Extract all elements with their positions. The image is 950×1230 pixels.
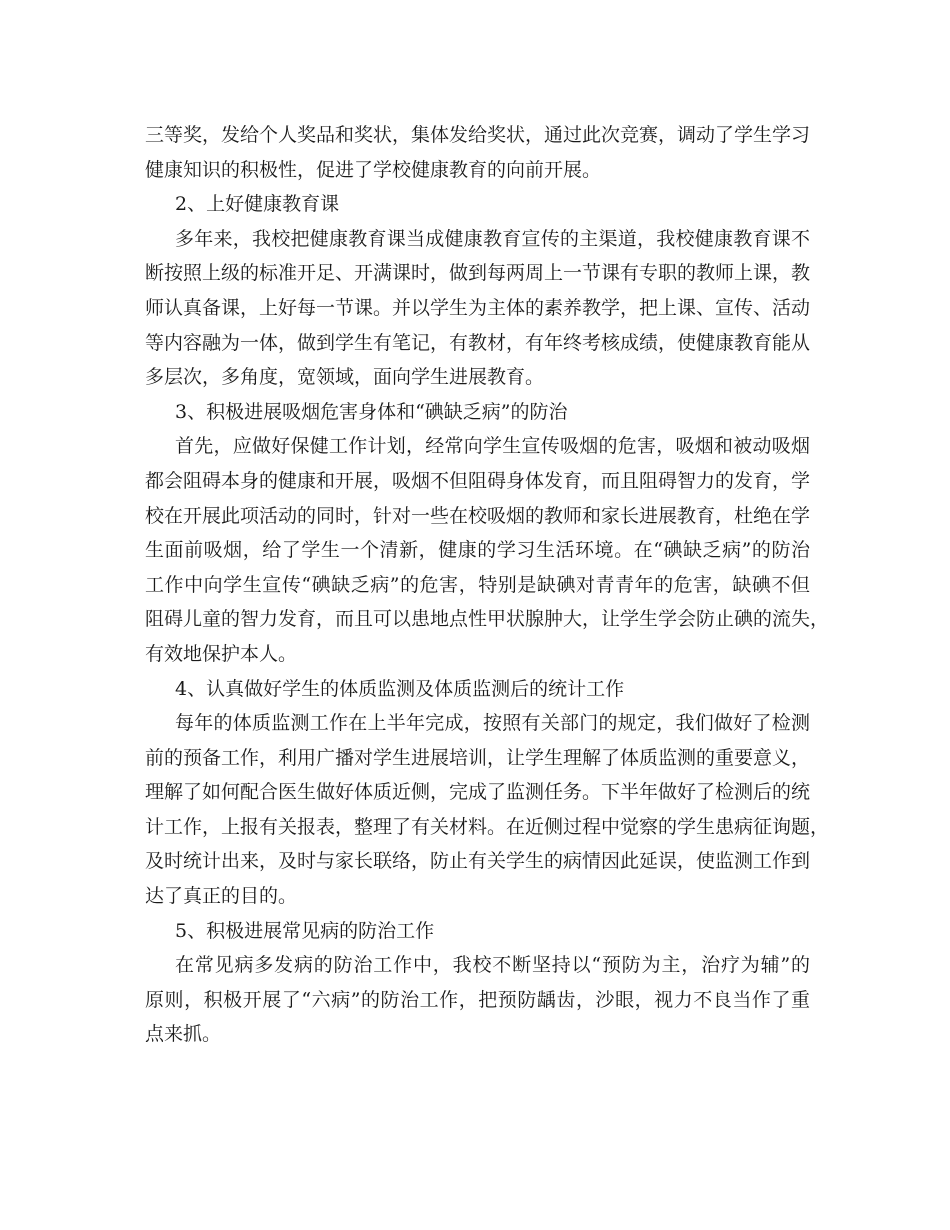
paragraph-line: 师认真备课，上好每一节课。并以学生为主体的素养教学，把上课、宣传、活动	[145, 296, 811, 319]
paragraph-line: 都会阻碍本身的健康和开展，吸烟不但阻碍身体发育，而且阻碍智力的发育，学	[145, 469, 811, 492]
paragraph-line: 计工作，上报有关报表，整理了有关材料。在近侧过程中觉察的学生患病征询题，	[145, 815, 830, 838]
paragraph-line: 健康知识的积极性，促进了学校健康教育的向前开展。	[145, 158, 602, 181]
paragraph-line: 首先，应做好保健工作计划，经常向学生宣传吸烟的危害，吸烟和被动吸烟	[175, 435, 810, 458]
paragraph-line: 理解了如何配合医生做好体质近侧，完成了监测任务。下半年做好了检测后的统	[145, 781, 811, 804]
paragraph-line: 原则，积极开展了“六病”的防治工作，把预防龋齿，沙眼，视力不良当作了重	[145, 988, 810, 1011]
paragraph-line: 三等奖，发给个人奖品和奖状，集体发给奖状，通过此次竞赛，调动了学生学习	[145, 124, 811, 146]
paragraph-line: 及时统计出来，及时与家长联络，防止有关学生的病情因此延误，使监测工作到	[145, 850, 811, 873]
section-heading: 5、积极进展常见病的防治工作	[175, 919, 435, 942]
paragraph-line: 前的预备工作，利用广播对学生进展培训，让学生理解了体质监测的重要意义，	[145, 746, 811, 769]
paragraph-line: 点来抓。	[145, 1023, 222, 1046]
section-heading: 3、积极进展吸烟危害身体和“碘缺乏病”的防治	[175, 400, 568, 423]
paragraph-line: 多年来，我校把健康教育课当成健康教育宣传的主渠道，我校健康教育课不	[175, 227, 810, 250]
paragraph-line: 生面前吸烟，给了学生一个清新，健康的学习生活环境。在“碘缺乏病”的防治	[145, 539, 810, 562]
paragraph-line: 有效地保护本人。	[145, 642, 298, 665]
paragraph-line: 校在开展此项活动的同时，针对一些在校吸烟的教师和家长进展教育，杜绝在学	[145, 504, 811, 527]
paragraph-line: 达了真正的目的。	[145, 885, 298, 908]
document-body	[145, 118, 830, 1052]
paragraph-line: 断按照上级的标准开足、开满课时，做到每两周上一节课有专职的教师上课，教	[145, 262, 811, 285]
paragraph-line: 工作中向学生宣传“碘缺乏病”的危害，特别是缺碘对青青年的危害，缺碘不但	[145, 573, 810, 596]
section-heading: 4、认真做好学生的体质监测及体质监测后的统计工作	[175, 677, 625, 700]
section-heading: 2、上好健康教育课	[175, 193, 340, 216]
paragraph-line: 多层次，多角度，宽领域，面向学生进展教育。	[145, 366, 545, 389]
paragraph-line: 等内容融为一体，做到学生有笔记，有教材，有年终考核成绩，使健康教育能从	[145, 331, 811, 354]
paragraph-line: 每年的体质监测工作在上半年完成，按照有关部门的规定，我们做好了检测	[175, 712, 810, 735]
paragraph-line: 阻碍儿童的智力发育，而且可以患地点性甲状腺肿大，让学生学会防止碘的流失，	[145, 608, 830, 631]
paragraph-line: 在常见病多发病的防治工作中，我校不断坚持以“预防为主，治疗为辅”的	[175, 954, 810, 977]
